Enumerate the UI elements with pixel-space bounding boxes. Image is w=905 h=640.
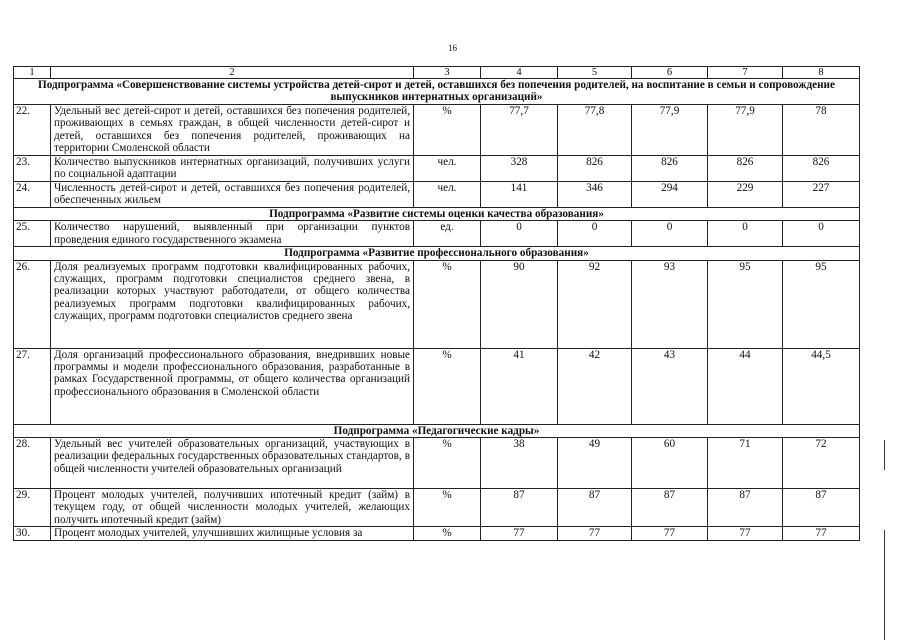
- header-cell: 2: [51, 67, 414, 79]
- value-cell: 87: [481, 489, 558, 527]
- value-cell: 77,9: [708, 104, 783, 155]
- value-cell: 38: [481, 438, 558, 489]
- value-cell: 328: [481, 155, 558, 181]
- scan-edge-line: [884, 440, 885, 470]
- indicator-name: Удельный вес детей-сирот и детей, оставшихся без попечения родителей, проживающих в семьях граждан, в общей численности детей-сирот и детей, оставшихся без попечения родителей, проживающих на территории Смоленской области: [51, 104, 414, 155]
- value-cell: 60: [632, 438, 708, 489]
- header-row: [14, 67, 860, 79]
- value-cell: 77: [632, 527, 708, 541]
- value-cell: 87: [632, 489, 708, 527]
- value-cell: 826: [632, 155, 708, 181]
- unit-cell: %: [414, 348, 481, 424]
- value-cell: 90: [481, 260, 558, 348]
- header-cell: 3: [414, 67, 481, 79]
- value-cell: 42: [558, 348, 632, 424]
- subprogram-row: [14, 247, 860, 260]
- value-cell: 77,7: [481, 104, 558, 155]
- indicator-name: Доля организаций профессионального образования, внедривших новые программы и модели профессионального образования, разработанные в рамках Государственной программы, от общего количества организаций профессионального образования в Смоленской области: [51, 348, 414, 424]
- value-cell: 0: [783, 221, 860, 247]
- value-cell: 0: [632, 221, 708, 247]
- table-row: [14, 221, 860, 247]
- value-cell: 826: [708, 155, 783, 181]
- value-cell: 0: [558, 221, 632, 247]
- indicators-table: [13, 66, 860, 541]
- value-cell: 93: [632, 260, 708, 348]
- value-cell: 95: [708, 260, 783, 348]
- subprogram-row: [14, 424, 860, 437]
- value-cell: 141: [481, 181, 558, 207]
- unit-cell: %: [414, 527, 481, 541]
- table-row: [14, 104, 860, 155]
- indicator-name: Удельный вес учителей образовательных организаций, участвующих в реализации федеральных государственных образовательных стандартов, в общей численности учителей образовательных организаций: [51, 438, 414, 489]
- value-cell: 87: [708, 489, 783, 527]
- row-number: 26.: [14, 260, 51, 348]
- header-cell: 6: [632, 67, 708, 79]
- header-cell: 8: [783, 67, 860, 79]
- subprogram-row: [14, 207, 860, 220]
- header-cell: 5: [558, 67, 632, 79]
- value-cell: 294: [632, 181, 708, 207]
- subprogram-title: Подпрограмма «Совершенствование системы устройства детей-сирот и детей, оставшихся без попечения родителей, на воспитание в семьи и сопровождение выпускников интернатных организаций»: [14, 79, 860, 105]
- value-cell: 71: [708, 438, 783, 489]
- value-cell: 49: [558, 438, 632, 489]
- unit-cell: чел.: [414, 155, 481, 181]
- table-row: [14, 260, 860, 348]
- scan-edge-line: [884, 530, 885, 640]
- unit-cell: %: [414, 104, 481, 155]
- row-number: 28.: [14, 438, 51, 489]
- value-cell: 227: [783, 181, 860, 207]
- row-number: 25.: [14, 221, 51, 247]
- unit-cell: чел.: [414, 181, 481, 207]
- table-row: [14, 348, 860, 424]
- table-row: [14, 155, 860, 181]
- value-cell: 77,8: [558, 104, 632, 155]
- header-cell: 7: [708, 67, 783, 79]
- value-cell: 41: [481, 348, 558, 424]
- value-cell: 44: [708, 348, 783, 424]
- row-number: 24.: [14, 181, 51, 207]
- value-cell: 77: [708, 527, 783, 541]
- unit-cell: %: [414, 438, 481, 489]
- value-cell: 77,9: [632, 104, 708, 155]
- unit-cell: ед.: [414, 221, 481, 247]
- row-number: 30.: [14, 527, 51, 541]
- value-cell: 72: [783, 438, 860, 489]
- value-cell: 77: [481, 527, 558, 541]
- unit-cell: %: [414, 260, 481, 348]
- subprogram-row: [14, 79, 860, 105]
- value-cell: 44,5: [783, 348, 860, 424]
- table-row: [14, 438, 860, 489]
- indicator-name: Процент молодых учителей, получивших ипотечный кредит (займ) в текущем году, от общей численности молодых учителей, желающих получить ипотечный кредит (займ): [51, 489, 414, 527]
- header-cell: 1: [14, 67, 51, 79]
- value-cell: 92: [558, 260, 632, 348]
- value-cell: 229: [708, 181, 783, 207]
- row-number: 27.: [14, 348, 51, 424]
- indicator-name: Численность детей-сирот и детей, оставшихся без попечения родителей, обеспеченных жильем: [51, 181, 414, 207]
- value-cell: 77: [783, 527, 860, 541]
- value-cell: 346: [558, 181, 632, 207]
- table-row: [14, 489, 860, 527]
- row-number: 22.: [14, 104, 51, 155]
- indicator-name: Доля реализуемых программ подготовки квалифицированных рабочих, служащих, программ подготовки специалистов среднего звена, в реализации которых участвуют работодатели, от общего количества реализуемых программ подготовки квалифицированных рабочих, служащих, программ подготовки специалистов среднего звена: [51, 260, 414, 348]
- header-cell: 4: [481, 67, 558, 79]
- subprogram-title: Подпрограмма «Педагогические кадры»: [14, 424, 860, 437]
- value-cell: 826: [558, 155, 632, 181]
- value-cell: 87: [783, 489, 860, 527]
- indicator-name: Процент молодых учителей, улучшивших жилищные условия за: [51, 527, 414, 541]
- value-cell: 87: [558, 489, 632, 527]
- value-cell: 0: [708, 221, 783, 247]
- row-number: 29.: [14, 489, 51, 527]
- row-number: 23.: [14, 155, 51, 181]
- subprogram-title: Подпрограмма «Развитие профессионального образования»: [14, 247, 860, 260]
- indicator-name: Количество выпускников интернатных организаций, получивших услуги по социальной адаптации: [51, 155, 414, 181]
- value-cell: 0: [481, 221, 558, 247]
- page-number: 16: [448, 43, 457, 53]
- unit-cell: %: [414, 489, 481, 527]
- table-row: [14, 527, 860, 541]
- table-body: [14, 67, 860, 541]
- value-cell: 43: [632, 348, 708, 424]
- value-cell: 78: [783, 104, 860, 155]
- subprogram-title: Подпрограмма «Развитие системы оценки качества образования»: [14, 207, 860, 220]
- value-cell: 95: [783, 260, 860, 348]
- value-cell: 826: [783, 155, 860, 181]
- indicator-name: Количество нарушений, выявленный при организации пунктов проведения единого государственного экзамена: [51, 221, 414, 247]
- value-cell: 77: [558, 527, 632, 541]
- table-row: [14, 181, 860, 207]
